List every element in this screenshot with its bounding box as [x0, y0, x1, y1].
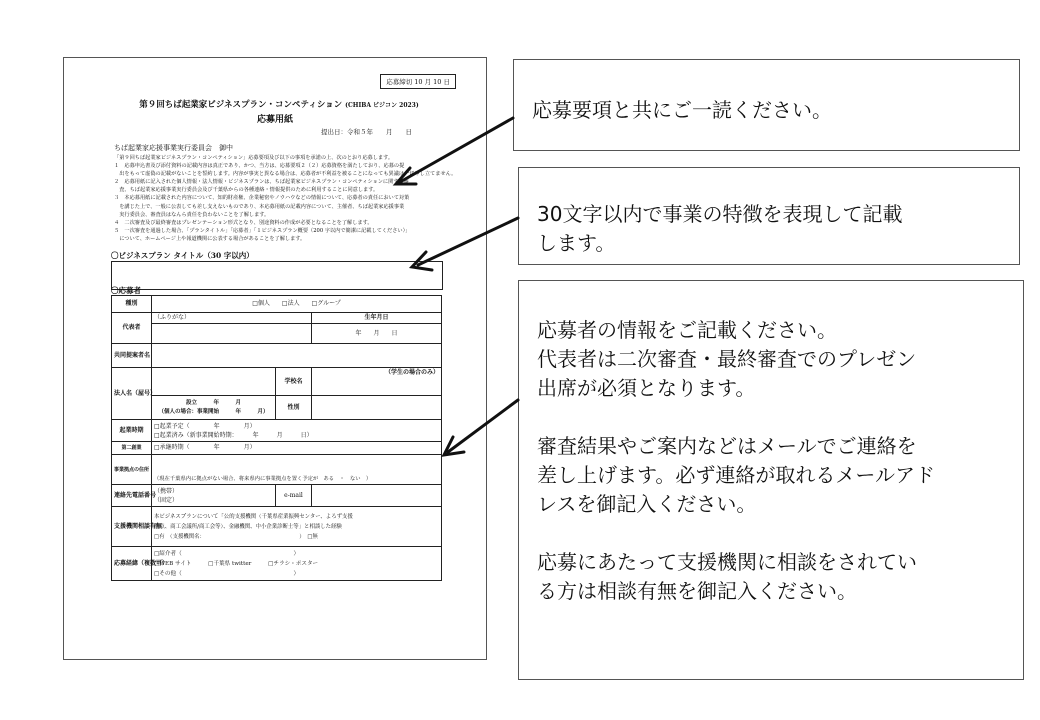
email-value-cell [312, 485, 442, 507]
timing-plan: □起業予定（ 年 月） [154, 422, 256, 430]
table-row [112, 442, 442, 455]
applicant-table [111, 295, 442, 581]
consent-line: ２ 応募用紙に記入された個人情報・法人情報・ビジネスプランは、ちば起業家ビジネスプラン・コンペティションに関する審 [114, 179, 409, 186]
submission-date: 提出日：令和５年 月 日 [321, 128, 412, 136]
consent-line: ３ 本応募用紙に記載された内容について、知的財産権、企業秘密やノウハウなどの情報について、応募者の責任において対策 [114, 195, 410, 202]
callout-text: 代表者は二次審査・最終審査でのプレゼン [537, 347, 917, 371]
callout-read-guidelines [513, 59, 1020, 151]
table-row [112, 396, 442, 420]
consent-line: ４ 二次審査及び最終審査はプレゼンテーション形式となり、別途資料の作成が必要となることを了解します。 [114, 219, 373, 226]
consent-line: 出をもって虚偽の記載がないことを誓約します。内容が事実と異なる場合は、応募者が不利益を被ることになっても異議は一切申し立てません。 [114, 171, 457, 178]
gender-value-cell [312, 396, 442, 420]
furigana-label: （ふりがな） [152, 313, 312, 324]
consent-line: ５ 一次審査を通過した場合、「プランタイトル」「応募者」「１ビジネスプラン概要（200 字以内で簡潔に記載してください）」 [114, 227, 411, 234]
support-cell [152, 507, 442, 547]
established: 設立 年 月 [185, 399, 241, 406]
second-label: 第二創業 [112, 442, 152, 455]
form-title-suffix: (CHIBA ビジコン 2023) [345, 102, 419, 109]
applicant-heading: 〇応募者 [111, 286, 141, 295]
base-label: 事業拠点の住所 [112, 455, 152, 485]
timing-done: □起業済み（新事業開始時期： 年 月 日） [154, 431, 313, 439]
type-label: 種別 [112, 296, 152, 313]
callout-text: 応募にあたって支援機関に相談をされてい [537, 550, 917, 574]
route-web: □WEB サイト □千葉県 twitter □チラシ・ポスター [154, 560, 319, 567]
callout-text: レスを御記入ください。 [537, 492, 757, 516]
table-row [112, 507, 442, 547]
plan-title-heading: 〇ビジネスプラン タイトル（30 字以内） [111, 251, 254, 260]
form-subtitle: 応募用紙 [256, 115, 293, 125]
established-cell [152, 396, 276, 420]
addressee: ちば起業家応援事業実行委員会 御中 [114, 144, 233, 152]
table-row [112, 344, 442, 368]
route-label: 応募経緯（複数可） [112, 547, 152, 581]
rep-label: 代表者 [112, 313, 152, 344]
landline-label: （固定） [154, 496, 179, 504]
callout-text: 30文字以内で事業の特徴を表現して記載 [537, 202, 903, 226]
email-label: e-mail [276, 485, 312, 507]
school-label: 学校名 [276, 368, 312, 396]
support-text: 本ビジネスプランについて「公的支援機関（千葉県産業振興センター、よろず支援 [154, 513, 353, 520]
callout-text: 出席が必須となります。 [537, 376, 756, 400]
plan-title-input-box [111, 261, 443, 290]
callout-plan-title [518, 167, 1020, 265]
callout-applicant-info [518, 280, 1024, 680]
base-note: （現在千葉県内に拠点がない場合、将来県内に事業拠点を置く予定が ある ・ ない ） [152, 455, 442, 485]
table-row [112, 547, 442, 581]
callout-text: る方は相談有無を御記入ください。 [537, 579, 857, 603]
second-value: □承継時期（ 年 月） [152, 442, 442, 455]
form-title-main: 第９回ちば起業家ビジネスプラン・コンペティション [139, 100, 343, 110]
type-options: □個人 □法人 □グループ [152, 296, 442, 313]
joint-value-cell [152, 344, 442, 368]
consent-line: を講じた上で、一般に公表しても差し支えないものであり、本応募用紙の記載内容について、主催者、ちば起業家応援事業 [114, 203, 405, 210]
consent-line: 「第９回ちば起業家ビジネスプラン・コンペティション」応募要項及び以下の事項を承諾の上、次のとおり応募します。 [114, 155, 394, 161]
timing-cell [152, 420, 442, 442]
deadline-box: 応募締切 10 月 10 日 [380, 74, 456, 89]
support-choice: □有 （支援機関名： ） □無 [154, 533, 318, 540]
callout-text: 差し上げます。必ず連絡が取れるメールアド [537, 463, 935, 487]
table-row [112, 313, 442, 324]
birth-value: 年 月 日 [312, 324, 442, 344]
table-row [112, 296, 442, 313]
timing-label: 起業時期 [112, 420, 152, 442]
callout-text [537, 519, 1005, 548]
route-referral: □紹介者（ ） [154, 550, 300, 557]
support-label: 支援機関相談有無 [112, 507, 152, 547]
consent-text [114, 154, 457, 243]
callout-text [537, 403, 1005, 432]
consent-line: 査、ちば起業家応援事業実行委員会及び千葉県からの各種連絡・情報提供のために利用することに同意します。 [114, 187, 379, 194]
table-row [112, 485, 442, 507]
route-other: □その他（ ） [154, 570, 300, 577]
table-row [112, 455, 442, 485]
corp-label: 法人名（屋号） [112, 368, 152, 420]
gender-label: 性別 [276, 396, 312, 420]
birth-label: 生年月日 [312, 313, 442, 324]
contact-label: 連絡先電話番号 [112, 485, 152, 507]
corp-name-cell [152, 368, 276, 396]
table-row [112, 324, 442, 344]
table-row [112, 420, 442, 442]
consent-line: 実行委員会、審査員はなんら責任を負わないことを了解します。 [114, 211, 270, 218]
student-note: （学生の場合のみ） [312, 368, 442, 396]
callout-text: 応募者の情報をご記載ください。 [537, 318, 837, 342]
consent-line: １ 応募申込書及び添付資料の記載内容は真正であり、かつ、当方は、応募要項２（２）応募資格を満たしており、応募の提 [114, 163, 405, 170]
rep-name-cell [152, 324, 312, 344]
table-row [112, 368, 442, 396]
startup-note: （個人の場合：事業開始 年 月） [158, 408, 269, 415]
callout-text: 応募要項と共にご一読ください。 [532, 98, 832, 122]
mobile-label: （携帯） [154, 487, 179, 495]
joint-label: 共同提案者名 [112, 344, 152, 368]
callout-text: 審査結果やご案内などはメールでご連絡を [537, 434, 917, 458]
route-cell [152, 547, 442, 581]
application-form-document [63, 57, 487, 660]
form-title [114, 98, 444, 110]
phone-cell [152, 485, 276, 507]
consent-line: について、ホームページ上や報道機関に公表する場合があることを了解します。 [114, 235, 306, 242]
support-text: 拠点、商工会議所/商工会等）、金融機関、中小企業診断士等」と相談した経験 [154, 523, 342, 530]
callout-text: します。 [537, 231, 616, 255]
